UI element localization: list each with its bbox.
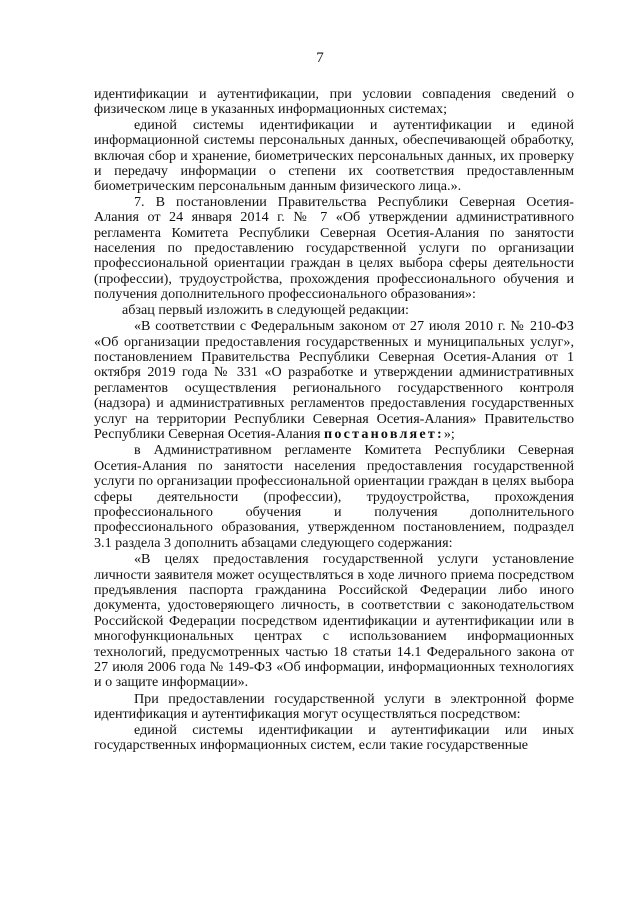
paragraph-2: единой системы идентификации и аутентификации и единой информационной системы персональных данных, обеспечивающей обработку, включая сбор и хранение, биометрических персональных данных, их проверку и передачу информации о степени их соответствия предоставленным биометрическим персональным данным физического лица.». <box>94 116 574 195</box>
paragraph-8: При предоставлении государственной услуги в электронной форме идентификация и аутентификация могут осуществляться посредством: <box>94 690 574 723</box>
paragraph-6: в Административном регламенте Комитета Республики Северная Осетия-Алания по занятости населения предоставления государственной услуги по организации профессиональной ориентации граждан в целях выбора сферы деятельности (профессии), трудоустройства, прохождения профессионального обучения и получения дополнительного профессионального образования, утвержденном постановлением, подраздел 3.1 раздела 3 дополнить абзацами следующего содержания: <box>94 442 574 551</box>
page-number: 7 <box>316 50 324 66</box>
paragraph-5 <box>94 319 574 442</box>
paragraph-1: идентификации и аутентификации, при условии совпадения сведений о физическом лице в указанных информационных системах; <box>94 86 574 118</box>
paragraph-5-tail: »; <box>443 425 455 442</box>
resolution-word: постановляет: <box>324 425 444 442</box>
paragraph-7: «В целях предоставления государственной услуги установление личности заявителя может осуществляться в ходе личного приема посредством предъявления паспорта гражданина Российской Федерации либо иного документа, удостоверяющего личность, в соответствии с законодательством Российской Федерации посредством идентификации и аутентификации или в многофункциональных центрах с использованием информационных технологий, предусмотренных частью 18 статьи 14.1 Федерального закона от 27 июля 2006 года № 149-ФЗ «Об информации, информационных технологиях и о защите информации». <box>94 551 574 691</box>
paragraph-5-text: «В соответствии с Федеральным законом от 27 июля 2010 г. № 210-ФЗ «Об организации предоставления государственных и муниципальных услуг», постановлением Правительства Республики Северная Осетия-Алания от 1 октября 2019 года № 331 «О разработке и утверждении административных регламентов осуществления регионального государственного контроля (надзора) и административных регламентов предоставления государственных услуг на территории Республики Северная Осетия-Алания» Правительство Республики Северная Осетия-Алания <box>94 318 574 442</box>
document-body <box>94 87 574 753</box>
paragraph-9: единой системы идентификации и аутентификации или иных государственных информационных систем, если такие государственные <box>94 721 574 754</box>
paragraph-3: 7. В постановлении Правительства Республики Северная Осетия-Алания от 24 января 2014 г. № 7 «Об утверждении административного регламента Комитета Республики Северная Осетия-Алания по занятости населения по предоставлению государственной услуги по организации профессиональной ориентации граждан в целях выбора сферы деятельности (профессии), трудоустройства, прохождения профессионального обучения и получения дополнительного профессионального образования»: <box>94 193 574 303</box>
paragraph-4: абзац первый изложить в следующей редакции: <box>122 301 409 318</box>
